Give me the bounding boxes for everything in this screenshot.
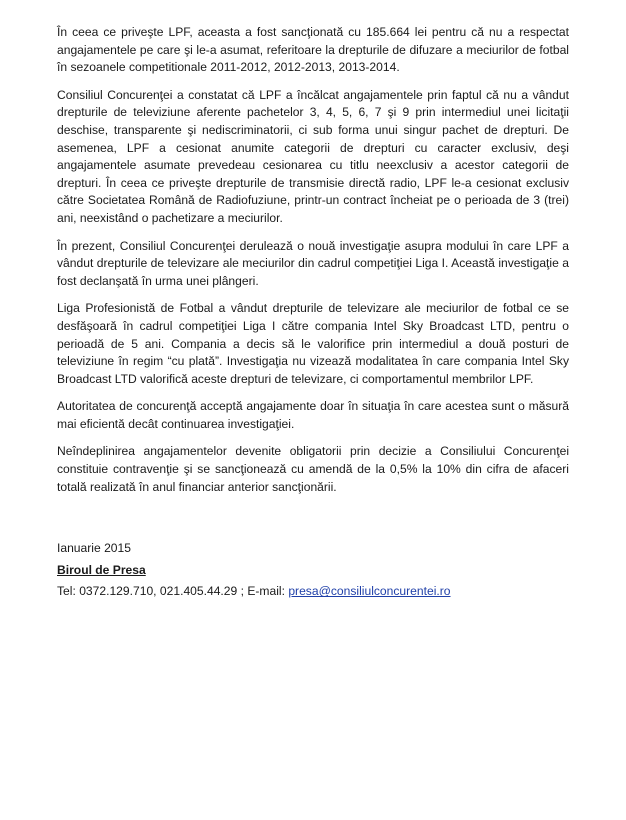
press-office-heading: Biroul de Presa [57,562,146,577]
paragraph-lpf-sanction: În ceea ce priveşte LPF, aceasta a fost sancţionată cu 185.664 lei pentru că nu a respectat angajamentele pe care şi le-a asumat, referitoare la drepturile de difuzare a meciurilor de fotbal în sezoanele competitionale 2011-2012, 2012-2013, 2013-2014. [57,25,569,75]
spacer [57,506,569,538]
paragraph-authority-commitments: Autoritatea de concurenţă acceptă angajamente doar în situaţia în care acestea sunt o măsură mai eficientă decât continuarea investigaţiei. [57,399,569,431]
paragraph-penalties: Neîndeplinirea angajamentelor devenite obligatorii prin decizie a Consiliului Concurenţei constituie contravenţie şi se sancţionează cu amendă de la 0,5% la 10% din cifra de afaceri totală realizată în anul financiar anterior sancţionării. [57,444,569,494]
email-link[interactable]: presa@consiliulconcurentei.ro [288,584,451,599]
tel-prefix: Tel: [57,584,80,599]
paragraph-broadcast-rights: Liga Profesionistă de Fotbal a vândut drepturile de televizare ale meciurilor de fotbal ce se desfăşoară în cadrul competiţiei Liga I către compania Intel Sky Broadcast LTD, pentru o perioadă de 5 ani. Compania a decis să le valorifice prin intermediul a două posturi de televiziune în regim “cu plată”. Investigaţia nu vizează modalitatea în care compania Intel Sky Broadcast LTD valorifică aceste drepturi de televizare, ci comportamentul membrilor LPF. [57,301,569,386]
contact-line [57,581,569,603]
paragraph-new-investigation: În prezent, Consiliul Concurenţei derulează o nouă investigaţie asupra modului în care LPF a vândut drepturile de televizare ale meciurilor din cadrul competiţiei Liga I. Această investigaţie a fost declanşată în urma unei plângeri. [57,238,569,288]
email-prefix: ; E-mail: [237,584,289,599]
release-date: Ianuarie 2015 [57,541,131,556]
press-release-page [57,24,569,603]
paragraph-commitments-breach: Consiliul Concurenţei a constatat că LPF a încălcat angajamentele prin faptul că nu a vândut drepturile de televiziune aferente pachetelor 3, 4, 5, 6, 7 şi 9 prin intermediul unei licitaţii deschise, transparente şi nediscriminatorii, ci sub forma unui singur pachet de drepturi. De asemenea, LPF a cesionat anumite categorii de drepturi cu caracter exclusiv, deşi angajamentele asumate prevedeau cesionarea cu titlu neexclusiv a acestor categorii de drepturi. În ceea ce priveşte drepturile de transmisie directă radio, LPF le-a cesionat exclusiv către Societatea Română de Radiofuziune, printr-un contract încheiat pe o perioada de 3 (trei) ani, neexistând o pachetizare a meciurilor. [57,87,569,225]
tel-separator: , [153,584,160,599]
tel-number-1: 0372.129.710 [79,584,154,599]
tel-number-2: 021.405.44.29 [159,584,238,599]
